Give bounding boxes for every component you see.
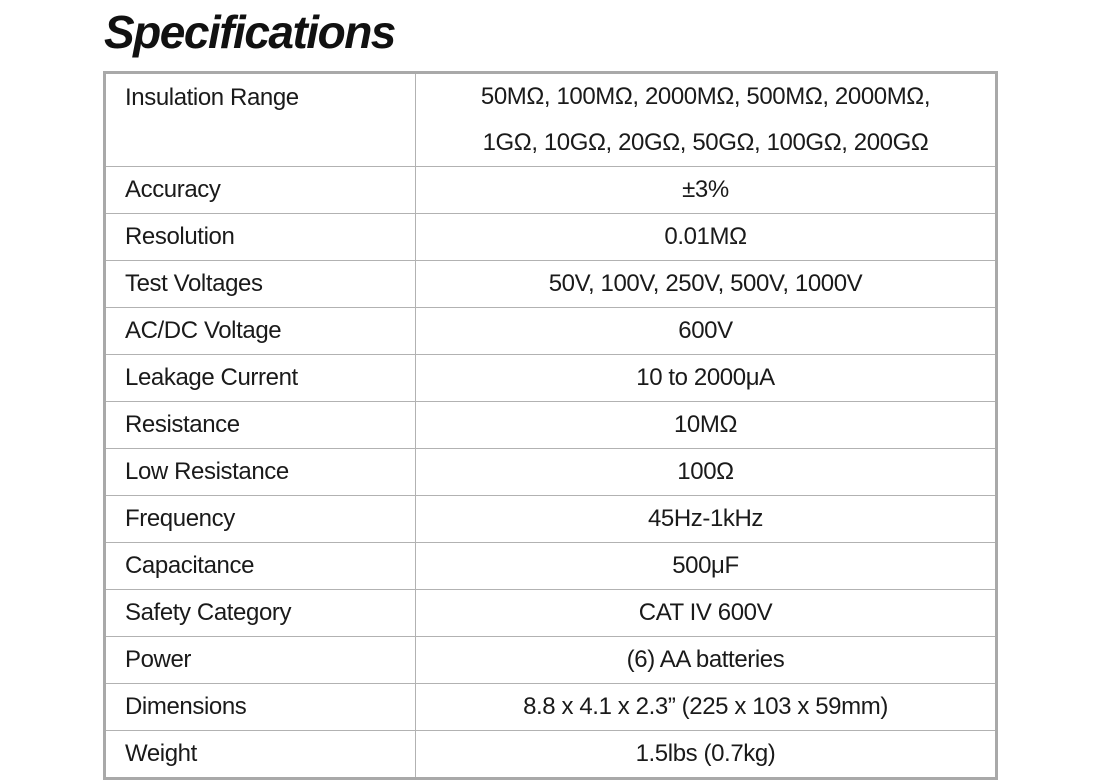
spec-value: CAT IV 600V: [416, 590, 997, 637]
spec-label: Resistance: [105, 402, 416, 449]
spec-value: 10 to 2000μA: [416, 355, 997, 402]
spec-value-line-1: 50MΩ, 100MΩ, 2000MΩ, 500MΩ, 2000MΩ,: [480, 83, 931, 110]
table-row: [105, 543, 997, 590]
spec-label: Low Resistance: [105, 449, 416, 496]
spec-label: Dimensions: [105, 684, 416, 731]
table-row: [105, 308, 997, 355]
spec-value: 10MΩ: [416, 402, 997, 449]
spec-value: 45Hz-1kHz: [416, 496, 997, 543]
spec-value: 50V, 100V, 250V, 500V, 1000V: [416, 261, 997, 308]
spec-label: Safety Category: [105, 590, 416, 637]
spec-value: ±3%: [416, 167, 997, 214]
table-row: [105, 449, 997, 496]
spec-value: (6) AA batteries: [416, 637, 997, 684]
spec-value: 600V: [416, 308, 997, 355]
spec-label: Resolution: [105, 214, 416, 261]
table-row: [105, 261, 997, 308]
table-row: [105, 73, 997, 167]
spec-value: 100Ω: [416, 449, 997, 496]
table-row: [105, 402, 997, 449]
table-row: [105, 167, 997, 214]
spec-label: Test Voltages: [105, 261, 416, 308]
table-row: [105, 214, 997, 261]
page-title: Specifications: [104, 6, 395, 58]
spec-label: AC/DC Voltage: [105, 308, 416, 355]
table-row: [105, 684, 997, 731]
table-row: [105, 355, 997, 402]
spec-label: Capacitance: [105, 543, 416, 590]
table-row: [105, 496, 997, 543]
table-row: [105, 637, 997, 684]
spec-label: Insulation Range: [105, 73, 416, 167]
spec-value-line-2: 1GΩ, 10GΩ, 20GΩ, 50GΩ, 100GΩ, 200GΩ: [482, 129, 929, 156]
spec-value: 1.5lbs (0.7kg): [416, 731, 997, 779]
spec-label: Accuracy: [105, 167, 416, 214]
spec-label: Frequency: [105, 496, 416, 543]
spec-value: 0.01MΩ: [416, 214, 997, 261]
spec-value: [416, 73, 997, 167]
spec-label: Weight: [105, 731, 416, 779]
spec-label: Leakage Current: [105, 355, 416, 402]
table-row: [105, 590, 997, 637]
table-row: [105, 731, 997, 779]
spec-label: Power: [105, 637, 416, 684]
spec-value: 8.8 x 4.1 x 2.3” (225 x 103 x 59mm): [416, 684, 997, 731]
spec-value: 500μF: [416, 543, 997, 590]
specifications-table: [103, 71, 998, 780]
